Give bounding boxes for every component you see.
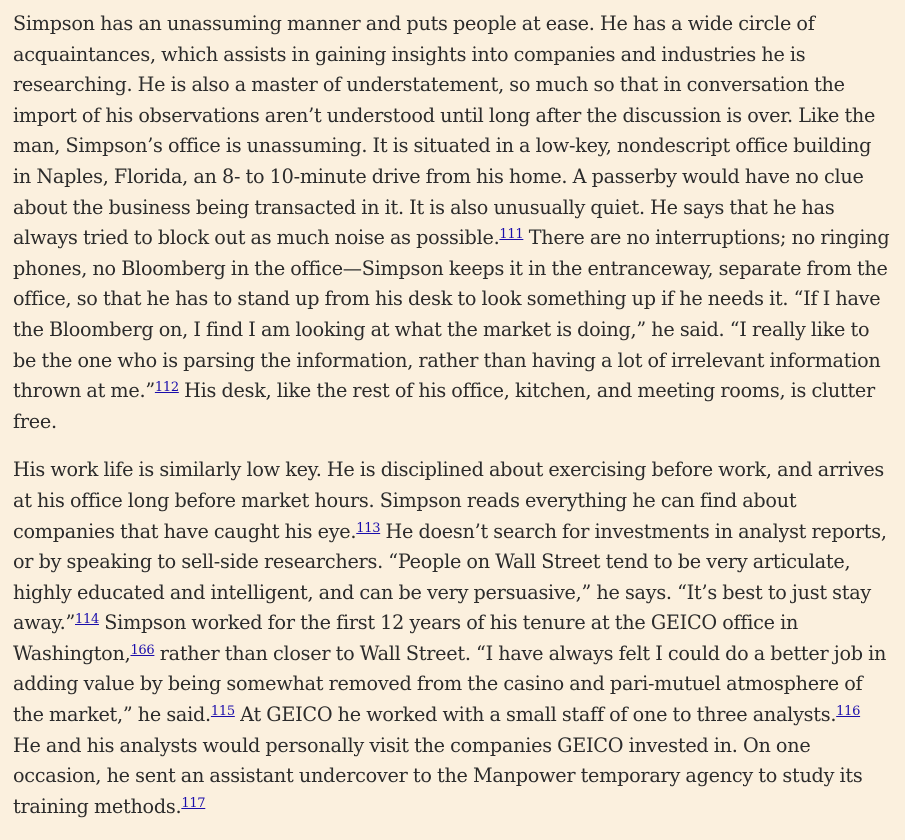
text-run: He doesn’t search for investments in analyst reports, or by speaking to sell-side researchers. “People on Wall Street tend to be very articulate, highly educated and intelligent, and can be very persuasive,” he says. “It’s best to just stay away.” bbox=[13, 519, 887, 635]
footnote-link[interactable]: 113 bbox=[356, 520, 381, 536]
text-run: Simpson has an unassuming manner and puts people at ease. He has a wide circle of acquaintances, which assists in gaining insights into companies and industries he is researching. He is also a master of understatement, so much so that in conversation the import of his observations aren’t understood until long after the discussion is over. Like the man, Simpson’s office is unassuming. It is situated in a low-key, nondescript office building in Naples, Florida, an 8- to 10-minute drive from his home. A passerby would have no clue about the business being transacted in it. It is also unusually quiet. He says that he has always tried to block out as much noise as possible. bbox=[13, 12, 876, 250]
footnote-link[interactable]: 112 bbox=[154, 380, 179, 396]
text-run: rather than closer to Wall Street. “I have always felt I could do a better job in adding value by being somewhat removed from the casino and pari-mutuel atmosphere of the market,” he said. bbox=[13, 641, 887, 727]
text-run: Simpson worked for the first 12 years of his tenure at the GEICO office in Washington, bbox=[13, 611, 799, 665]
paragraph-1 bbox=[13, 9, 891, 437]
text-run: His work life is similarly low key. He is disciplined about exercising before work, and arrives at his office long before market hours. Simpson reads everything he can find about companies that have caught his eye. bbox=[13, 458, 885, 543]
footnote-link[interactable]: 111 bbox=[499, 227, 524, 243]
footnote-link[interactable]: 116 bbox=[836, 704, 861, 720]
text-run: He and his analysts would personally visit the companies GEICO invested in. On one occasion, he sent an assistant undercover to the Manpower temporary agency to study its training methods. bbox=[13, 733, 863, 818]
text-run: There are no interruptions; no ringing phones, no Bloomberg in the office—Simpson keeps it in the entranceway, separate from the office, so that he has to stand up from his desk to look something up if he needs it. “If I have the Bloomberg on, I find I am looking at what the market is doing,” he said. “I really like to be the one who is parsing the information, rather than having a lot of irrelevant information thrown at me.” bbox=[13, 226, 890, 403]
paragraph-2 bbox=[13, 455, 891, 822]
footnote-link[interactable]: 117 bbox=[181, 795, 206, 811]
footnote-link[interactable]: 166 bbox=[130, 642, 155, 658]
text-run: His desk, like the rest of his office, kitchen, and meeting rooms, is clutter free. bbox=[13, 379, 875, 433]
footnote-link[interactable]: 115 bbox=[210, 704, 235, 720]
footnote-link[interactable]: 114 bbox=[75, 612, 99, 628]
text-run: At GEICO he worked with a small staff of one to three analysts. bbox=[234, 703, 837, 727]
